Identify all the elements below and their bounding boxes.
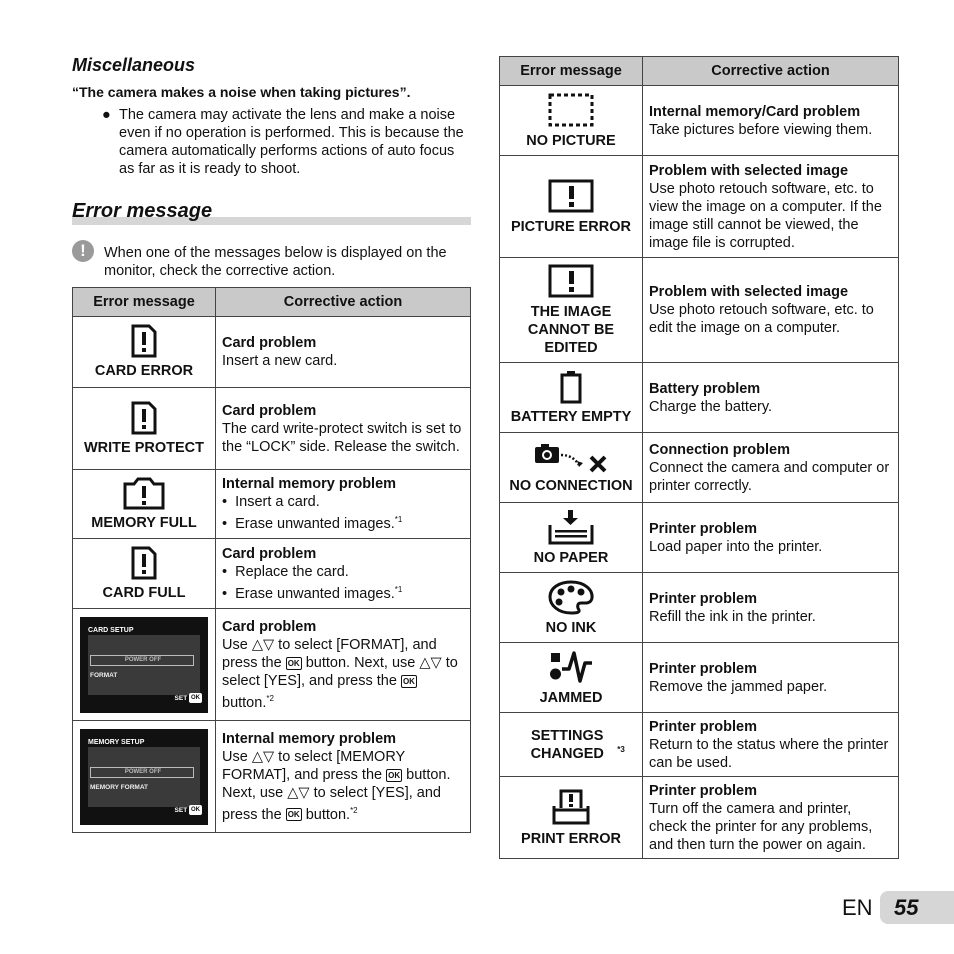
table-row: [500, 156, 899, 258]
bullet-icon: ●: [102, 107, 111, 123]
problem-heading: Card problem: [222, 545, 317, 562]
corrective-action-cell: [643, 573, 899, 643]
action-text-part: Use: [222, 748, 248, 765]
set-text: SET: [174, 806, 188, 814]
picture-error-icon: [547, 178, 595, 214]
corrective-action-cell: [216, 609, 471, 721]
action-text: Turn off the camera and printer, check the printer for any problems, and then turn the power on again.: [649, 800, 873, 853]
problem-heading: Internal memory problem: [222, 730, 397, 747]
table-row: [73, 539, 471, 609]
error-message-label: SETTINGS CHANGED: [530, 727, 604, 762]
page-number: 55: [894, 895, 919, 920]
jammed-icon: [547, 649, 595, 685]
problem-heading: Card problem: [222, 335, 317, 351]
table-row: [73, 470, 471, 539]
error-message-cell: [500, 86, 643, 156]
table-row: [73, 388, 471, 470]
screen-option: FORMAT: [90, 671, 118, 679]
table-row: [500, 643, 899, 713]
table-row: [500, 86, 899, 156]
section-title-error-message: Error message: [72, 200, 213, 222]
action-text: Take pictures before viewing them.: [649, 121, 873, 138]
error-message-cell: [500, 643, 643, 713]
action-text: Load paper into the printer.: [649, 538, 823, 555]
corrective-action-cell: [643, 258, 899, 363]
card-exclaim-icon: [130, 401, 158, 435]
error-message-cell: [73, 388, 216, 470]
corrective-action-cell: [643, 86, 899, 156]
problem-heading: Card problem: [222, 402, 317, 419]
no-connection-icon: [533, 441, 609, 473]
footnote-marker: *1: [394, 515, 403, 525]
error-message-label: WRITE PROTECT: [83, 439, 205, 456]
action-text: Refill the ink in the printer.: [649, 608, 816, 625]
up-down-arrows-icon: △▽: [251, 748, 275, 765]
problem-heading: Internal memory/Card problem: [649, 103, 861, 120]
column-header-corrective-action: Corrective action: [216, 288, 471, 317]
error-message-cell: [73, 721, 216, 833]
error-message-label: BATTERY EMPTY: [510, 408, 632, 425]
action-text: Use photo retouch software, etc. to edit the image on a computer.: [649, 302, 874, 336]
error-message-cell: [73, 470, 216, 539]
action-text: Return to the status where the printer can be used.: [649, 736, 889, 771]
corrective-action-cell: [216, 721, 471, 833]
column-header-corrective-action: Corrective action: [643, 57, 899, 86]
error-message-label: NO PAPER: [533, 549, 609, 566]
set-text: SET: [174, 694, 188, 702]
error-message-cell: [500, 433, 643, 503]
action-text-part: button.: [305, 806, 351, 823]
battery-icon: [559, 370, 583, 404]
corrective-action-cell: [216, 539, 471, 609]
problem-heading: Battery problem: [649, 380, 761, 397]
faq-question: “The camera makes a noise when taking pictures”.: [72, 84, 411, 100]
footnote-marker: *3: [617, 744, 625, 754]
error-message-cell: [500, 363, 643, 433]
footnote-marker: *2: [350, 805, 358, 815]
ok-icon: OK: [191, 694, 200, 701]
error-message-cell: [73, 539, 216, 609]
problem-heading: Problem with selected image: [649, 284, 849, 300]
action-text-part: button.: [222, 694, 267, 711]
up-down-arrows-icon: △▽: [251, 636, 275, 653]
card-setup-screen: [80, 617, 208, 713]
column-header-error-message: Error message: [73, 288, 216, 317]
action-bullet-text: Erase unwanted images.: [235, 515, 395, 532]
no-paper-icon: [547, 509, 595, 545]
memory-exclaim-icon: [122, 476, 166, 510]
problem-heading: Printer problem: [649, 660, 757, 677]
error-message-label: CARD FULL: [102, 584, 186, 601]
action-bullet-text: Erase unwanted images.: [235, 585, 395, 602]
action-text-part: to select [FORMAT], and press the: [222, 636, 437, 671]
table-row: [500, 258, 899, 363]
error-message-label: NO CONNECTION: [509, 477, 633, 494]
no-ink-icon: [547, 579, 595, 615]
ok-icon: OK: [191, 806, 200, 813]
corrective-action-cell: [643, 433, 899, 503]
corrective-action-cell: [216, 317, 471, 388]
action-text: The card write-protect switch is set to the “LOCK” side. Release the switch.: [222, 420, 462, 455]
corrective-action-cell: [643, 156, 899, 258]
problem-heading: Printer problem: [649, 590, 757, 607]
action-text-part: to select [YES], and press the: [222, 654, 458, 689]
column-header-error-message: Error message: [500, 57, 643, 86]
table-row: [73, 609, 471, 721]
screen-option: POWER OFF: [90, 767, 194, 778]
table-row: [73, 317, 471, 388]
action-bullet: • Replace the card.: [222, 563, 349, 580]
error-message-label: JAMMED: [539, 689, 603, 706]
action-text-part: button. Next, use: [222, 766, 451, 801]
section-title-miscellaneous: Miscellaneous: [72, 55, 196, 75]
action-bullet: • Insert a card.: [222, 494, 320, 511]
action-text: Remove the jammed paper.: [649, 678, 828, 695]
picture-error-icon: [547, 263, 595, 299]
action-bullet-text: Insert a card.: [235, 494, 320, 511]
error-message-label: CARD ERROR: [94, 363, 194, 379]
error-message-label: NO INK: [545, 619, 597, 636]
action-text: [222, 636, 464, 712]
table-row: [500, 503, 899, 573]
problem-heading: Printer problem: [649, 718, 757, 735]
action-text-part: Use: [222, 636, 248, 653]
problem-heading: Card problem: [222, 618, 317, 635]
footnote-marker: *2: [266, 693, 274, 703]
error-message-label: NO PICTURE: [526, 132, 616, 149]
screen-set-label: [175, 690, 202, 708]
error-message-label: PICTURE ERROR: [510, 218, 632, 235]
problem-heading: Internal memory problem: [222, 476, 397, 493]
error-table-left: [72, 287, 471, 833]
action-bullet-text: Replace the card.: [235, 563, 349, 580]
footnote-marker: *1: [394, 584, 403, 594]
action-bullet: • Erase unwanted images.$^{*1}$: [222, 515, 403, 532]
corrective-action-cell: [643, 363, 899, 433]
table-row: [500, 433, 899, 503]
error-message-label: THE IMAGE CANNOT BE EDITED: [527, 304, 615, 356]
error-message-cell: [500, 777, 643, 859]
error-message-cell: [500, 713, 643, 777]
no-picture-icon: [547, 92, 595, 128]
error-message-cell: [73, 317, 216, 388]
action-text: Insert a new card.: [222, 353, 338, 369]
action-text-part: to select [MEMORY FORMAT], and press the: [222, 748, 405, 783]
problem-heading: Connection problem: [649, 441, 790, 458]
card-exclaim-icon: [130, 324, 158, 358]
problem-heading: Printer problem: [649, 782, 757, 799]
action-text: Use photo retouch software, etc. to view the image on a computer. If the image still cannot be viewed, the image file is corrupted.: [649, 180, 882, 251]
table-row: [73, 721, 471, 833]
problem-heading: Printer problem: [649, 520, 757, 537]
caution-note: When one of the messages below is displayed on the monitor, check the corrective action.: [104, 245, 447, 279]
error-table-right: [499, 56, 899, 859]
table-row: [500, 713, 899, 777]
error-message-cell: [500, 503, 643, 573]
faq-answer: [104, 106, 464, 178]
error-message-label: PRINT ERROR: [521, 830, 621, 847]
corrective-action-cell: [216, 470, 471, 539]
up-down-arrows-icon: △▽: [287, 784, 310, 801]
ok-icon: OK: [287, 810, 300, 820]
table-row: [500, 777, 899, 859]
error-message-label: MEMORY FULL: [91, 515, 197, 531]
screen-set-label: [175, 802, 202, 820]
faq-answer-text: The camera may activate the lens and make a noise even if no operation is performed. This is because the camera automatically performs actions of auto focus as far as it is ready to shoot.: [119, 107, 464, 177]
table-row: [500, 363, 899, 433]
action-text: Connect the camera and computer or printer correctly.: [649, 459, 890, 494]
memory-setup-screen: [80, 729, 208, 825]
error-message-cell: [500, 258, 643, 363]
action-text-part: to select [YES], and press the: [222, 784, 441, 823]
corrective-action-cell: [643, 503, 899, 573]
screen-title: MEMORY SETUP: [88, 738, 145, 746]
caution-icon: !: [72, 240, 94, 262]
screen-option: POWER OFF: [90, 655, 194, 666]
ok-icon: OK: [287, 658, 300, 668]
action-text: Charge the battery.: [649, 398, 773, 415]
corrective-action-cell: [216, 388, 471, 470]
action-bullet: • Erase unwanted images.$^{*1}$: [222, 584, 403, 602]
action-text: [222, 748, 464, 824]
action-text-part: button. Next, use: [305, 654, 416, 671]
error-message-cell: [73, 609, 216, 721]
corrective-action-cell: [643, 777, 899, 859]
error-message-cell: [500, 156, 643, 258]
ok-icon: OK: [388, 770, 401, 780]
corrective-action-cell: [643, 643, 899, 713]
ok-icon: OK: [402, 676, 415, 686]
language-label: EN: [842, 895, 873, 920]
screen-title: CARD SETUP: [88, 626, 134, 634]
print-error-icon: [551, 788, 591, 826]
corrective-action-cell: [643, 713, 899, 777]
screen-option: MEMORY FORMAT: [90, 783, 149, 791]
error-message-cell: [500, 573, 643, 643]
up-down-arrows-icon: △▽: [419, 654, 442, 671]
card-exclaim-icon: [130, 546, 158, 580]
problem-heading: Problem with selected image: [649, 162, 849, 179]
table-row: [500, 573, 899, 643]
